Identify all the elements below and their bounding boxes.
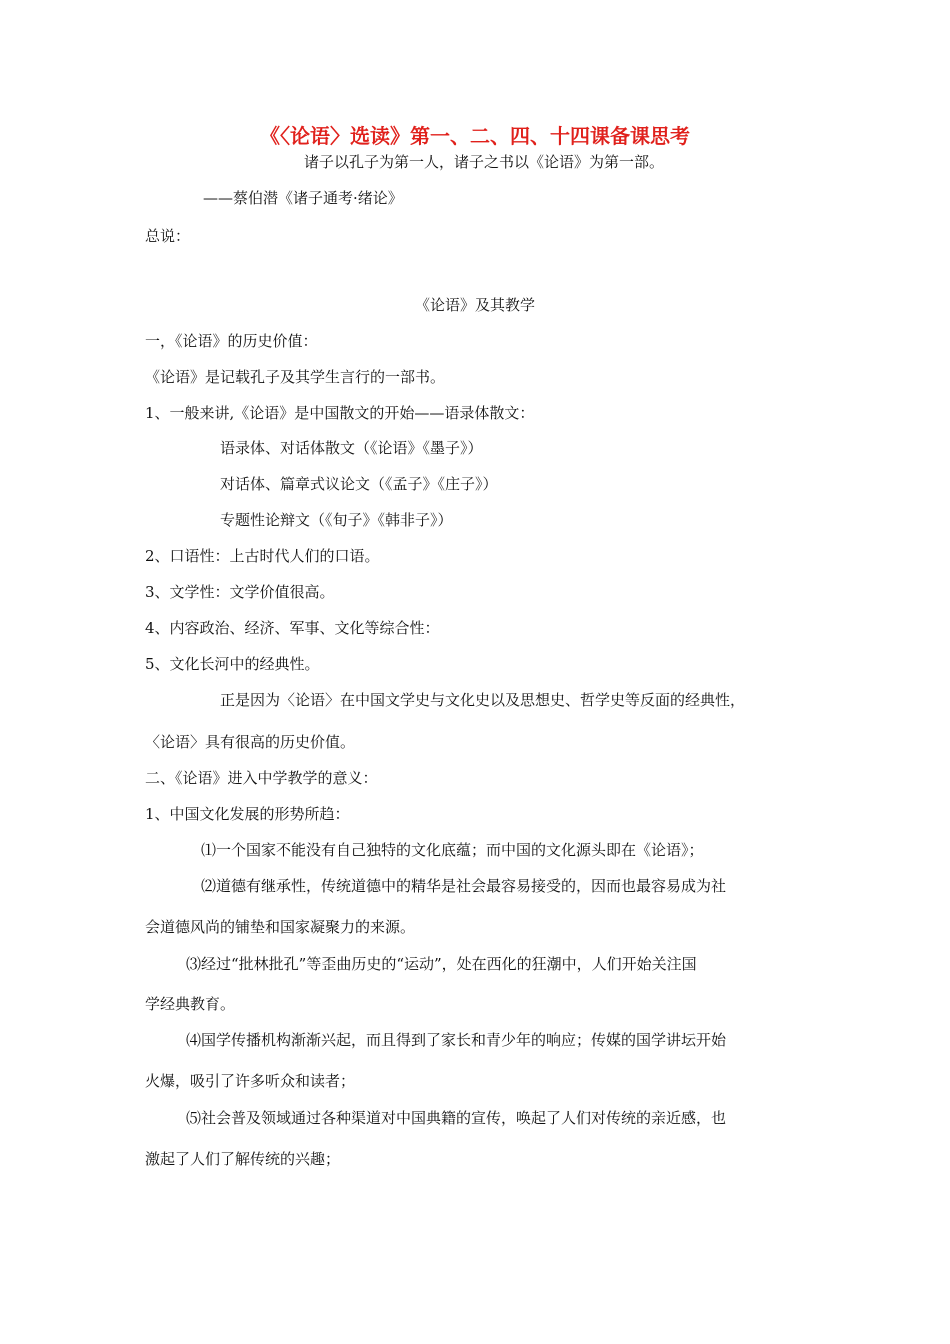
epigraph-quote: 诸子以孔子为第一人，诸子之书以《论语》为第一部。 xyxy=(304,153,665,171)
part2-item5-line2: 激起了人们了解传统的兴趣； xyxy=(145,1150,341,1168)
part2-item5-line1: ⑸社会普及领域通过各种渠道对中国典籍的宣传，唤起了人们对传统的亲近感，也 xyxy=(186,1109,727,1127)
part2-point1: 1、中国文化发展的形势所趋： xyxy=(145,805,350,823)
part1-point3: 3、文学性：文学价值很高。 xyxy=(145,583,335,601)
part2-item3-line2: 学经典教育。 xyxy=(145,995,236,1013)
part2-heading: 二、《论语》进入中学教学的意义： xyxy=(145,769,378,787)
part1-sub2: 对话体、篇章式议论文（《孟子》《庄子》） xyxy=(220,475,498,493)
part1-point1: 1、一般来讲,《论语》是中国散文的开始——语录体散文： xyxy=(145,404,535,422)
part1-point4: 4、内容政治、经济、军事、文化等综合性： xyxy=(145,619,440,637)
part2-item3-line1: ⑶经过“批林批孔”等歪曲历史的“运动”，处在西化的狂潮中，人们开始关注国 xyxy=(186,955,697,973)
part1-point2: 2、口语性：上古时代人们的口语。 xyxy=(145,547,380,565)
part2-item2-line1: ⑵道德有继承性，传统道德中的精华是社会最容易接受的，因而也最容易成为社 xyxy=(201,877,727,895)
part1-conclusion-line2: 〈论语〉具有很高的历史价值。 xyxy=(145,733,356,751)
part1-conclusion-line1: 正是因为〈论语〉在中国文学史与文化史以及思想史、哲学史等反面的经典性， xyxy=(220,691,746,709)
part1-point5: 5、文化长河中的经典性。 xyxy=(145,655,320,673)
overview-label: 总说： xyxy=(145,227,191,245)
part2-item4-line2: 火爆，吸引了许多听众和读者； xyxy=(145,1072,356,1090)
section-heading: 《论语》及其教学 xyxy=(414,296,535,314)
part2-item1: ⑴一个国家不能没有自己独特的文化底蕴；而中国的文化源头即在《论语》； xyxy=(201,841,704,859)
part2-item2-line2: 会道德风尚的铺垫和国家凝聚力的来源。 xyxy=(145,918,416,936)
part1-heading: 一，《论语》的历史价值： xyxy=(145,332,318,350)
part1-sub3: 专题性论辩文（《旬子》《韩非子》） xyxy=(220,511,453,529)
part1-sub1: 语录体、对话体散文（《论语》《墨子》） xyxy=(220,439,483,457)
part1-intro: 《论语》是记载孔子及其学生言行的一部书。 xyxy=(145,368,446,386)
epigraph-source: ——蔡伯潜《诸子通考·绪论》 xyxy=(203,189,403,207)
part2-item4-line1: ⑷国学传播机构渐渐兴起，而且得到了家长和青少年的响应；传媒的国学讲坛开始 xyxy=(186,1031,727,1049)
document-title: 《〈论语〉选读》第一、二、四、十四课备课思考 xyxy=(260,124,690,148)
